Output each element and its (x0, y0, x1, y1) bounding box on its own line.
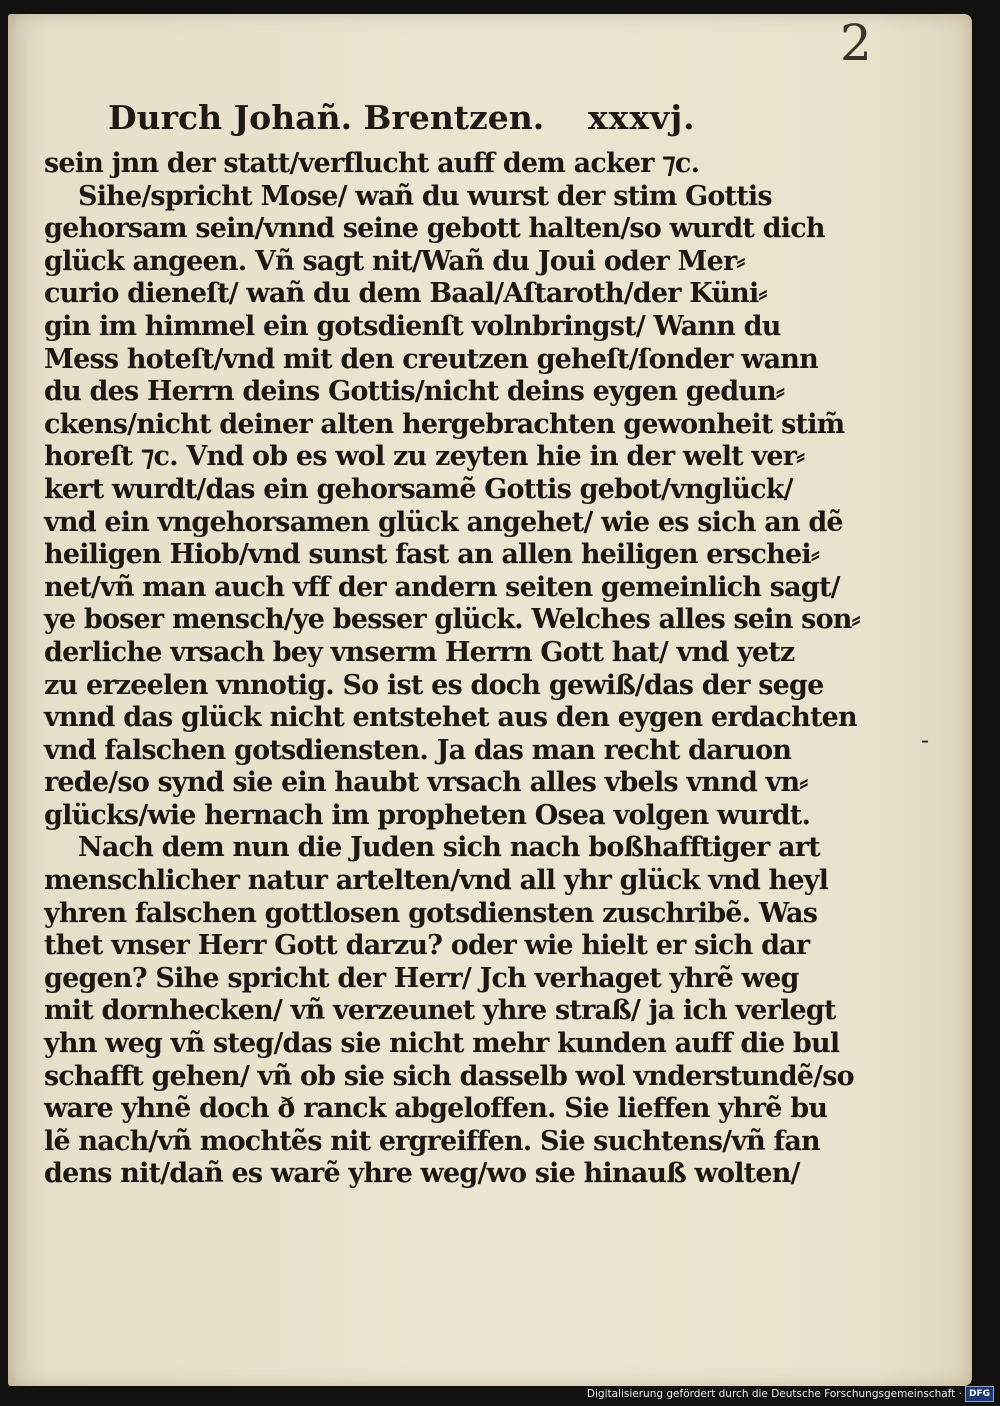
header-title: Durch Johañ. Brentzen. (108, 98, 545, 137)
text-line: curio dieneſt/ wañ du dem Baal/Aſtaroth/der Küni⸗ (44, 278, 767, 310)
text-line: derliche vrsach bey vnserm Herrn Gott hat/ vnd yetz (44, 636, 795, 668)
book-page (8, 14, 972, 1386)
text-line: thet vnser Herr Gott darzu? oder wie hielt er sich dar (44, 930, 810, 962)
body-text (44, 148, 860, 1191)
text-line: vnnd das glück nicht entstehet aus den eygen erdachten (44, 702, 857, 734)
text-line: gin im himmel ein gotsdienſt volnbringst/ Wann du (44, 310, 781, 342)
dfg-logo: DFG (965, 1386, 994, 1402)
running-header (108, 98, 708, 138)
text-line: mit dornhecken/ vñ verzeunet yhre straß/ ja ich verlegt (44, 995, 836, 1027)
text-line: vnd ein vngehorsamen glück angehet/ wie es sich an dẽ (44, 506, 843, 538)
header-folio-number: xxxvj. (588, 98, 696, 137)
text-line: yhn weg vñ steg/das sie nicht mehr kunden auff die bul (44, 1028, 840, 1060)
text-line: rede/so synd sie ein haubt vrsach alles vbels vnnd vn⸗ (44, 767, 808, 799)
text-line: Sihe/spricht Mose/ wañ du wurst der stim Gottis (78, 180, 772, 212)
text-line: Mess hoteſt/vnd mit den creutzen geheſt/ſonder wann (44, 343, 818, 375)
text-line: schafft gehen/ vñ ob sie sich dasselb wol vnderstundẽ/so (44, 1060, 854, 1092)
text-line: gehorsam sein/vnnd seine gebott halten/so wurdt dich (44, 213, 825, 245)
text-line: ckens/nicht deiner alten hergebrachten gewonheit stim̃ (44, 408, 845, 440)
text-line: vnd falschen gotsdiensten. Ja das man recht daruon (44, 734, 792, 766)
text-line: yhren falschen gottlosen gotsdiensten zuschribẽ. Was (44, 897, 818, 929)
footer-credit-text: Digitalisierung gefördert durch die Deutsche Forschungsgemeinschaft · (586, 1388, 962, 1400)
text-line: dens nit/dañ es warẽ yhre weg/wo sie hinauß wolten/ (44, 1158, 800, 1190)
text-line: gegen? Sihe spricht der Herr/ Jch verhaget yhrẽ weg (44, 962, 799, 994)
margin-mark: - (921, 726, 930, 754)
text-line: ye boser mensch/ye besser glück. Welches alles sein son⸗ (44, 604, 860, 636)
text-line: kert wurdt/das ein gehorsamẽ Gottis gebot/vnglück/ (44, 473, 793, 505)
folio-mark: 2 (840, 14, 872, 72)
text-line: du des Herrn deins Gottis/nicht deins eygen gedun⸗ (44, 376, 785, 408)
text-line: zu erzeelen vnnotig. So ist es doch gewiß/das der sege (44, 669, 824, 701)
text-line: heiligen Hiob/vnd sunst fast an allen heiligen erschei⸗ (44, 539, 820, 571)
text-line: glück angeen. Vñ sagt nit/Wañ du Joui oder Mer⸗ (44, 245, 745, 277)
text-line: ware yhnẽ doch ð ranck abgeloffen. Sie lieffen yhrẽ bu (44, 1093, 828, 1125)
text-line: horeſt ⁊c. Vnd ob es wol zu zeyten hie in der welt ver⸗ (44, 441, 805, 473)
text-line: menschlicher natur artelten/vnd all yhr glück vnd heyl (44, 865, 829, 897)
text-line: lẽ nach/vñ mochtẽs nit ergreiffen. Sie suchtens/vñ fan (44, 1125, 820, 1157)
text-line: glücks/wie hernach im propheten Osea volgen wurdt. (44, 799, 811, 831)
text-line: net/vñ man auch vff der andern seiten gemeinlich sagt/ (44, 571, 840, 603)
text-line: Nach dem nun die Juden sich nach boßhafftiger art (78, 832, 820, 864)
footer-credit (587, 1383, 994, 1405)
text-line: sein jnn der statt/verflucht auff dem acker ⁊c. (44, 148, 700, 179)
